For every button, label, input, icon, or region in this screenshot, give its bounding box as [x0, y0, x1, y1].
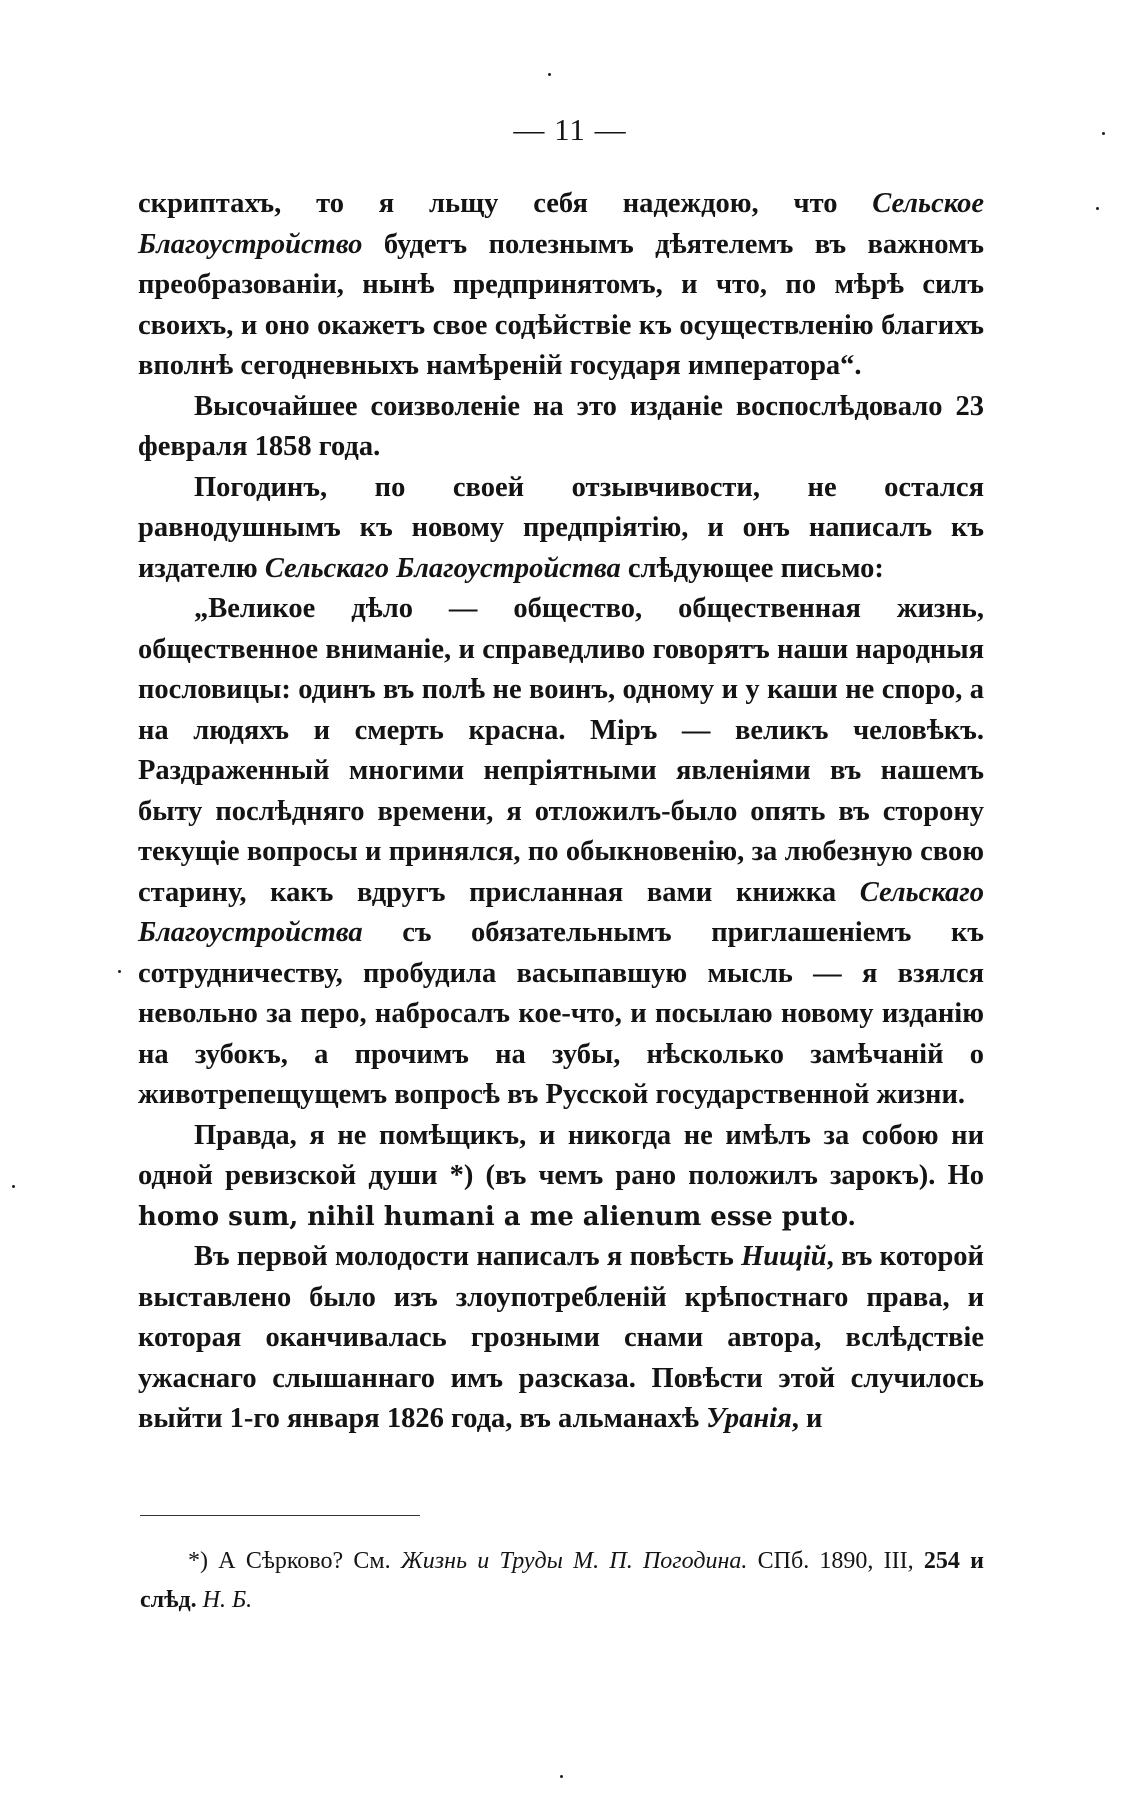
- italic-title: Уранія: [706, 1403, 792, 1434]
- text-run: Въ первой молодости написалъ я повѣсть: [194, 1241, 742, 1272]
- footnote: [140, 1542, 984, 1620]
- text-run: Погодинъ, по своей отзывчивости, не остался равнодушнымъ къ новому предпріятію, и онъ написалъ къ издателю: [138, 471, 984, 584]
- text-run: будетъ полезнымъ дѣятелемъ въ важномъ преобразованіи, нынѣ предпринятомъ, и что, по мѣрѣ силъ своихъ, и оно окажетъ свое содѣйствіе къ осуществленію благихъ вполнѣ сегодневныхъ намѣреній государя императора“.: [138, 228, 984, 381]
- scan-speck: [118, 970, 121, 973]
- paragraph-6: [138, 1237, 984, 1440]
- text-run: *) А Сѣрково? См.: [188, 1548, 401, 1574]
- text-run: , и: [791, 1403, 823, 1434]
- text-run: .: [848, 1200, 856, 1232]
- text-run: скриптахъ, то я льщу себя надеждою, что: [138, 188, 873, 219]
- scan-speck: [560, 1775, 563, 1778]
- text-run: слѣдующее письмо:: [620, 552, 884, 584]
- paragraph-1: [138, 184, 984, 387]
- text-run: съ обязательнымъ приглашеніемъ къ сотрудничеству, пробудила васыпавшую мысль — я взялся невольно за перо, набросалъ кое-что, и посылаю новому изданію на зубокъ, а прочимъ на зубы, нѣсколько замѣчаній о животрепещущемъ вопросѣ въ Русской государственной жизни.: [138, 917, 984, 1110]
- scan-speck: [548, 73, 551, 76]
- footnote-divider: [140, 1515, 420, 1516]
- paragraph-4-letter: [138, 589, 984, 1116]
- paragraph-3: [138, 468, 984, 590]
- body-text: [138, 184, 984, 1440]
- scan-speck: [1102, 132, 1105, 135]
- latin-quote: homo sum, nihil humani a me alienum esse puto: [138, 1201, 849, 1232]
- scan-speck: [1096, 207, 1099, 210]
- page-number: — 11 —: [513, 112, 627, 147]
- paragraph-5: [138, 1116, 984, 1238]
- italic-title: Сельскаго Благоустройства: [138, 876, 984, 948]
- italic-initials: Н. Б.: [196, 1587, 253, 1613]
- scan-speck: [12, 1185, 15, 1188]
- italic-title: Жизнь и Труды М. П. Погодина.: [400, 1548, 748, 1574]
- italic-title: Сельскаго Благоустройства: [264, 552, 621, 584]
- italic-title: Нищій: [741, 1241, 827, 1272]
- text-run: „Великое дѣло — общество, общественная жизнь, общественное вниманіе, и справедливо говорятъ наши народныя пословицы: одинъ въ полѣ не воинъ, одному и у каши не споро, а на людяхъ и смерть красна. Міръ — великъ человѣкъ. Раздраженный многими непріятными явленіями въ нашемъ быту послѣдняго времени, я отложилъ-было опять въ сторону текущіе вопросы и принялся, по обыкновенію, за любезную свою старину, какъ вдругъ присланная вами книжка: [138, 593, 984, 908]
- text-run: , въ которой выставлено было изъ злоупотребленій крѣпостнаго права, и которая оканчивалась грозными снами автора, вслѣдствіе ужаснаго слышаннаго имъ разсказа. Повѣсти этой случилось выйти 1-го января 1826 года, въ альманахѣ: [138, 1241, 984, 1434]
- text-run: 254 и слѣд.: [140, 1548, 984, 1613]
- text-run: Правда, я не помѣщикъ, и никогда не имѣлъ за собою ни одной ревизской души *) (въ чемъ рано положилъ зарокъ). Но: [138, 1119, 984, 1191]
- text-run: СПб. 1890, III,: [747, 1548, 924, 1574]
- paragraph-2: Высочайшее соизволеніе на это изданіе воспослѣдовало 23 февраля 1858 года.: [138, 390, 984, 462]
- italic-title: Сельское Благоустройство: [138, 188, 984, 260]
